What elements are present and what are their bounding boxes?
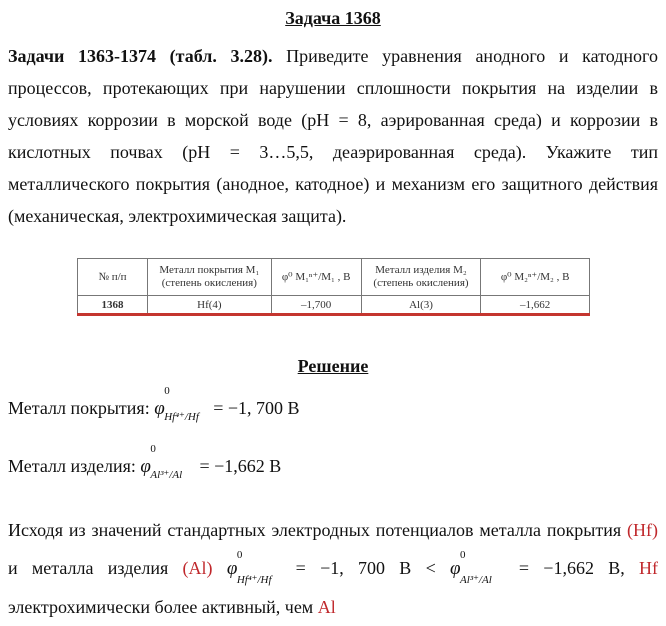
para-tail: электрохимически более активный, чем	[8, 597, 314, 617]
para-v2: = −1,662 B,	[518, 558, 625, 578]
table-row	[78, 296, 590, 315]
coating-label: Металл покрытия:	[8, 398, 150, 418]
para-intro: Исходя из значений стандартных электродных потенциалов металла покрытия	[8, 520, 622, 540]
col-item-metal: Металл изделия M₂ (степень окисления)	[361, 259, 481, 296]
para-and: и металла изделия	[8, 558, 169, 578]
item-couple: Al³⁺/Al	[150, 469, 183, 481]
col-coat-metal: Металл покрытия M₁ (степень окисления)	[148, 259, 272, 296]
cell-item-metal: Al(3)	[361, 296, 481, 315]
para-al2: Al	[317, 597, 336, 617]
item-potential: Металл изделия: φ 0 Al³⁺/Al = −1,662 B	[8, 443, 282, 481]
coating-couple: Hf⁴⁺/Hf	[164, 411, 199, 423]
data-table	[77, 258, 590, 316]
cell-num: 1368	[78, 296, 148, 315]
item-label: Металл изделия:	[8, 456, 136, 476]
para-hf2: Hf	[639, 558, 659, 578]
col-item-pot: φ⁰ M₂ⁿ⁺/M₂ , B	[481, 259, 590, 296]
cell-item-pot: –1,662	[481, 296, 590, 315]
para-hf: (Hf)	[627, 520, 659, 540]
para-al: (Al)	[182, 558, 213, 578]
para-v1: = −1, 700 B <	[295, 558, 436, 578]
cell-coat-pot: –1,700	[271, 296, 361, 315]
col-num: № п/п	[78, 259, 148, 296]
task-title: Задача 1368	[285, 8, 381, 28]
cell-coat-metal: Hf(4)	[148, 296, 272, 315]
solution-title: Решение	[297, 356, 369, 376]
task-statement	[8, 40, 658, 232]
task-text: Приведите уравнения анодного и катодного процессов, протекающих при нарушении сплошности покрытия на изделии в условиях коррозии в морской воде (pH = 8, аэрированная среда) и коррозии в кислотных почвах (pH = 3…5,5, деаэрированная среда). Укажите тип металлического покрытия (анодное, катодное) и механизм его защитного действия (механическая, электрохимическая защита).	[8, 46, 658, 226]
item-value: = −1,662 B	[199, 456, 282, 476]
col-coat-pot: φ⁰ M₁ⁿ⁺/M₁ , B	[271, 259, 361, 296]
coating-potential: Металл покрытия: φ 0 Hf⁴⁺/Hf = −1, 700 B	[8, 385, 300, 423]
coating-value: = −1, 700 B	[213, 398, 300, 418]
task-ref: Задачи 1363-1374 (табл. 3.28).	[8, 46, 273, 66]
conclusion-paragraph: Исходя из значений стандартных электродных потенциалов металла покрытия (Hf) и металла изделия (Al) φ 0 Hf⁴⁺/Hf = −1, 700 B < φ 0 Al³⁺/Al = −1,662 B, Hf электрохимически более активный, чем Al	[8, 520, 659, 617]
